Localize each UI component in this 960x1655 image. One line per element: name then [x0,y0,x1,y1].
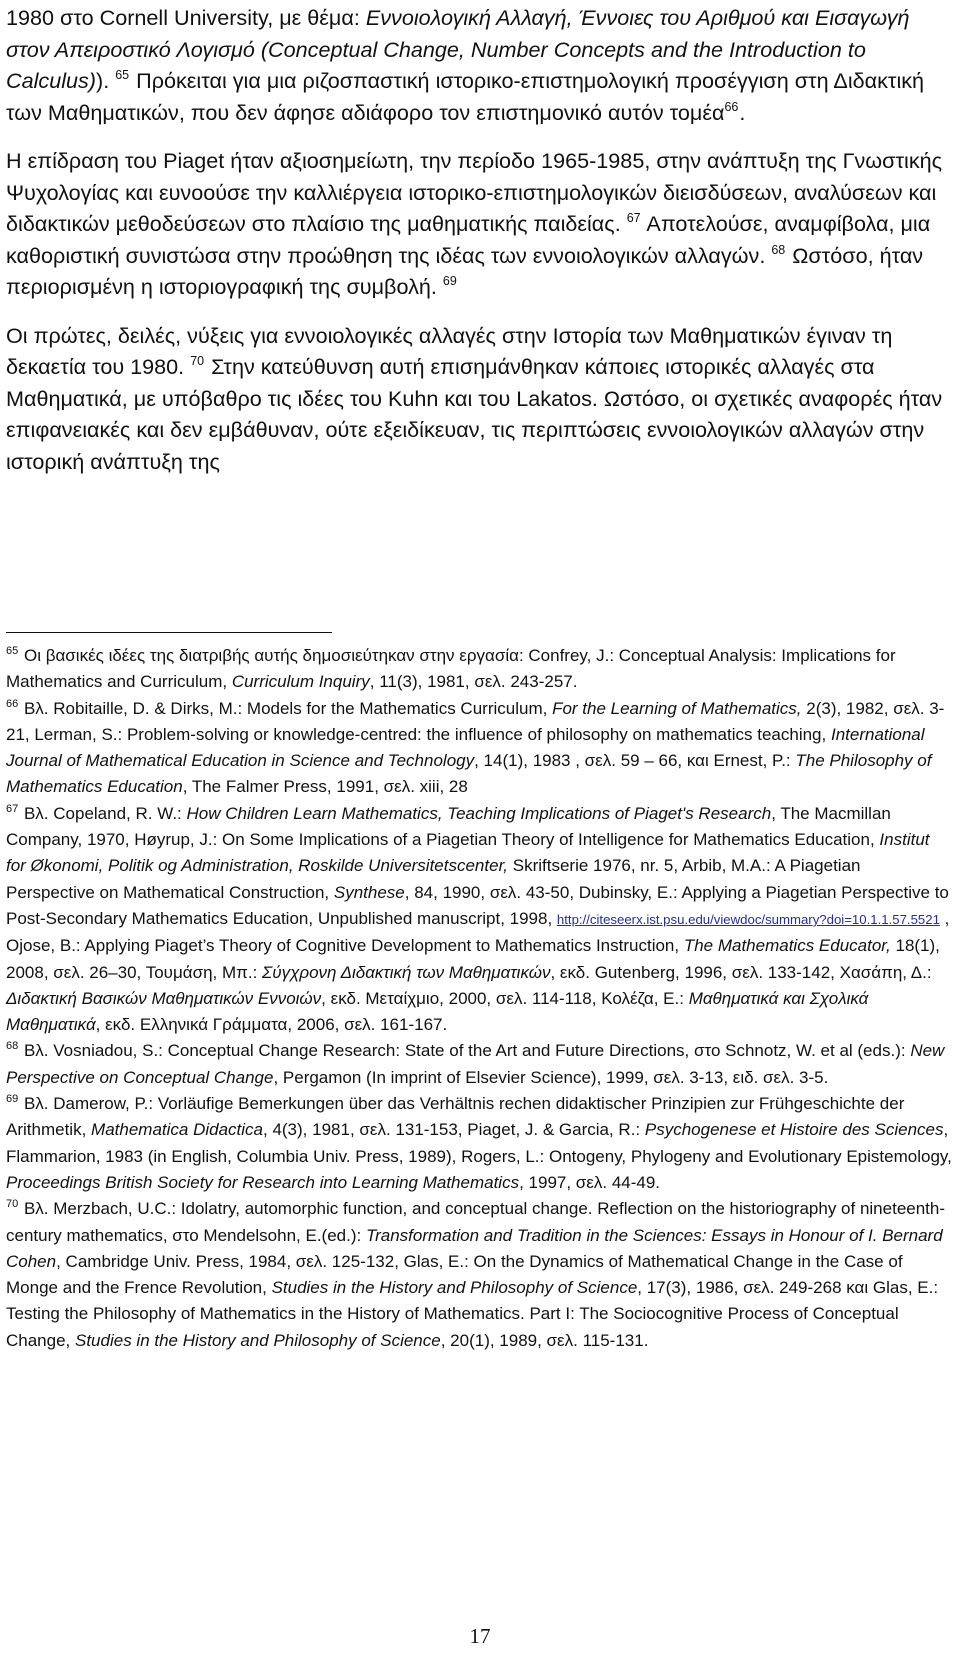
text-run: 18(1), 2008, σελ. 26–30, Τουμάση, Μπ.: [6,936,940,982]
text-run: Βλ. Vosniadou, S.: Conceptual Change Research: State of the Art and Future Directions, στο Schnotz, W. et al (eds.): [19,1041,911,1061]
text-run: Οι πρώτες, δειλές, νύξεις για εννοιολογικές αλλαγές στην Ιστορία των Μαθηματικών έγιναν τη δεκαετία του 1980. [6,322,893,379]
body-paragraph [6,145,951,303]
italic-title: Διδακτική Βασικών Μαθηματικών Εννοιών [6,988,322,1008]
italic-title: International Journal of Mathematical Education in Science and Technology [6,724,925,771]
text-run: Βλ. Robitaille, D. & Dirks, M.: Models for the Mathematics Curriculum, [19,698,553,718]
footnote-number: 66 [6,697,19,710]
footnote-reference: 69 [442,274,457,288]
footnote [6,1196,954,1354]
text-run: , Pergamon (In imprint of Elsevier Science), 1999, σελ. 3-13, ειδ. σελ. 3-5. [273,1067,829,1087]
footnote-number: 65 [6,645,19,657]
footnote-number: 69 [6,1093,19,1106]
text-run: , εκδ. Μεταίχμιο, 2000, σελ. 114-118, Κολέζα, Ε.: [321,988,689,1008]
italic-title: New Perspective on Conceptual Change [6,1041,945,1087]
italic-title: Transformation and Tradition in the Sciences: Essays in Honour of I. Bernard Cohen [6,1225,943,1271]
text-run: , 14(1), 1983 , σελ. 59 – 66, και Ernest, P.: [474,751,796,771]
italic-title: Synthese [333,882,405,902]
footnote-number: 67 [6,802,19,815]
footnote [6,643,954,696]
text-run: , Cambridge Univ. Press, 1984, σελ. 125-132, Glas, E.: On the Dynamics of Mathematical Change in the Case of Monge and the Frence Revolution, [6,1251,903,1298]
text-run: Αποτελούσε, αναμφίβολα, μια καθοριστική συνιστώσα στην προώθηση της ιδέας των εννοιολογικών αλλαγών. [6,211,931,268]
footnote-separator [6,632,332,633]
text-run: , εκδ. Ελληνικά Γράμματα, 2006, σελ. 161-167. [95,1015,448,1035]
footnote [6,696,954,801]
italic-title: Εννοιολογική Αλλαγή, Έννοιες του Αριθμού και Εισαγωγή στον Απειροστικό Λογισμό (Conceptual Change, Number Concepts and the Introduction to Calculus) [6,5,910,93]
text-run: . [739,99,746,125]
text-run: , εκδ. Gutenberg, 1996, σελ. 133-142, Χασάπη, Δ.: [550,962,932,982]
main-body-text [6,2,951,477]
italic-title: Curriculum Inquiry [231,672,370,692]
text-run: Ωστόσο, ήταν περιορισμένη η ιστοριογραφική της συμβολή. [6,242,924,299]
italic-title: Studies in the History and Philosophy of Science [271,1278,638,1298]
body-paragraph [6,320,951,478]
text-run: Βλ. Copeland, R. W.: [19,803,187,823]
text-run: Στην κατεύθυνση αυτή επισημάνθηκαν κάποιες ιστορικές αλλαγές στα Μαθηματικά, με υπόβαθρο τις ιδέες του Kuhn και του Lakatos. Ωστόσο, οι σχετικές αναφορές ήταν επιφανειακές και δεν εμβάθυναν, ούτε εξειδίκευαν, τις περιπτώσεις εννοιολογικών αλλαγών στην ιστορική ανάπτυξη της [6,354,943,474]
footnote [6,1091,954,1196]
italic-title: The Mathematics Educator, [683,936,891,956]
reference-link[interactable]: http://citeseerx.ist.psu.edu/viewdoc/summary?doi=10.1.1.57.5521 [556,911,940,927]
text-run: Οι βασικές ιδέες της διατριβής αυτής δημοσιεύτηκαν στην εργασία: Confrey, J.: Conceptual Analysis: Implications for Mathematics and Curriculum, [6,646,896,692]
italic-title: Institut for Økonomi, Politik og Administration, Roskilde Universitetscenter, [6,830,930,876]
text-run: Skriftserie 1976, nr. 5, Arbib, M.A.: A Piagetian Perspective on Mathematical Construction, [6,856,861,902]
page-number: 17 [469,1624,491,1648]
text-run: Πρόκειται για μια ριζοσπαστική ιστορικο-επιστημολογική προσέγγιση στη Διδακτική των Μαθηματικών, που δεν άφησε αδιάφορο τον επιστημονικό αυτόν τομέα [6,68,925,125]
body-paragraph [6,2,951,128]
text-run: Η επίδραση του Piaget ήταν αξιοσημείωτη, την περίοδο 1965-1985, στην ανάπτυξη της Γνωστικής Ψυχολογίας και ευνοούσε την καλλιέργεια ιστορικο-επιστημολογικών διεισδύσεων, αναλύσεων και διδακτικών μεθοδεύσεων στο πλαίσιο της μαθηματικής παιδείας. [6,148,943,236]
text-run: , The Falmer Press, 1991, σελ. xiii, 28 [182,777,468,797]
text-run: , Ojose, B.: Applying Piaget’s Theory of Cognitive Development to Mathematics Instruction, [6,908,950,956]
italic-title: Psychogenese et Histoire des Sciences [644,1120,944,1140]
text-run: Βλ. Merzbach, U.C.: Idolatry, automorphic function, and conceptual change. Reflection on the historiography of nineteenth-century mathematics, στο Mendelsohn, E.(ed.): [6,1199,946,1245]
italic-title: Studies in the History and Philosophy of Science [75,1330,441,1350]
italic-title: For the Learning of Mathematics, [552,698,802,718]
italic-title: Mathematica Didactica [91,1120,263,1140]
footnote [6,801,954,1039]
text-run: , 84, 1990, σελ. 43-50, Dubinsky, E.: Applying a Piagetian Perspective to Post-Secondary Mathematics Education, Unpublished manuscript, 1998, [6,882,949,928]
italic-title: How Children Learn Mathematics, Teaching Implications of Piaget's Research [186,803,772,823]
footnote-number: 70 [6,1198,19,1211]
text-run: 2(3), 1982, σελ. 3-21, Lerman, S.: Problem-solving or knowledge-centred: the influence of philosophy on mathematics teaching, [6,698,945,744]
text-run: ). [96,68,116,93]
italic-title: Μαθηματικά και Σχολικά Μαθηματικά [6,988,869,1035]
text-run: , The Macmillan Company, 1970, Høyrup, J.: On Some Implications of a Piagetian Theory of Intelligence for Mathematics Education, [6,803,891,850]
footnotes-section [6,643,954,1354]
text-run: Βλ. Damerow, P.: Vorläufige Bemerkungen über das Verhältnis rechen didaktischer Prinzipien zur Frühgeschichte der Arithmetik, [6,1094,905,1140]
footnote-reference: 66 [724,99,739,114]
text-run: , 17(3), 1986, σελ. 249-268 και Glas, E.: Testing the Philosophy of Mathematics in the History of Mathematics. Part I: The Sociocognitive Process of Conceptual Change, [6,1278,939,1350]
text-run: , 1997, σελ. 44-49. [519,1172,661,1192]
italic-title: Proceedings British Society for Research into Learning Mathematics [6,1172,520,1192]
footnote-reference: 67 [626,211,641,225]
footnote-reference: 65 [115,68,130,82]
italic-title: Σύγχρονη Διδακτική των Μαθηματικών [262,962,551,982]
text-run: , 20(1), 1989, σελ. 115-131. [440,1330,649,1350]
italic-title: The Philosophy of Mathematics Education [6,751,932,797]
text-run: 1980 στο Cornell University, με θέμα: [6,5,366,30]
footnote-reference: 70 [190,354,205,368]
footnote [6,1038,954,1091]
text-run: , 11(3), 1981, σελ. 243-257. [369,672,578,692]
text-run: , 4(3), 1981, σελ. 131-153, Piaget, J. & Garcia, R.: [263,1120,645,1140]
footnote-number: 68 [6,1040,19,1053]
text-run: , Flammarion, 1983 (in English, Columbia Univ. Press, 1989), Rogers, L.: Ontogeny, Phylogeny and Evolutionary Epistemology, [6,1120,952,1166]
footnote-reference: 68 [771,242,786,257]
